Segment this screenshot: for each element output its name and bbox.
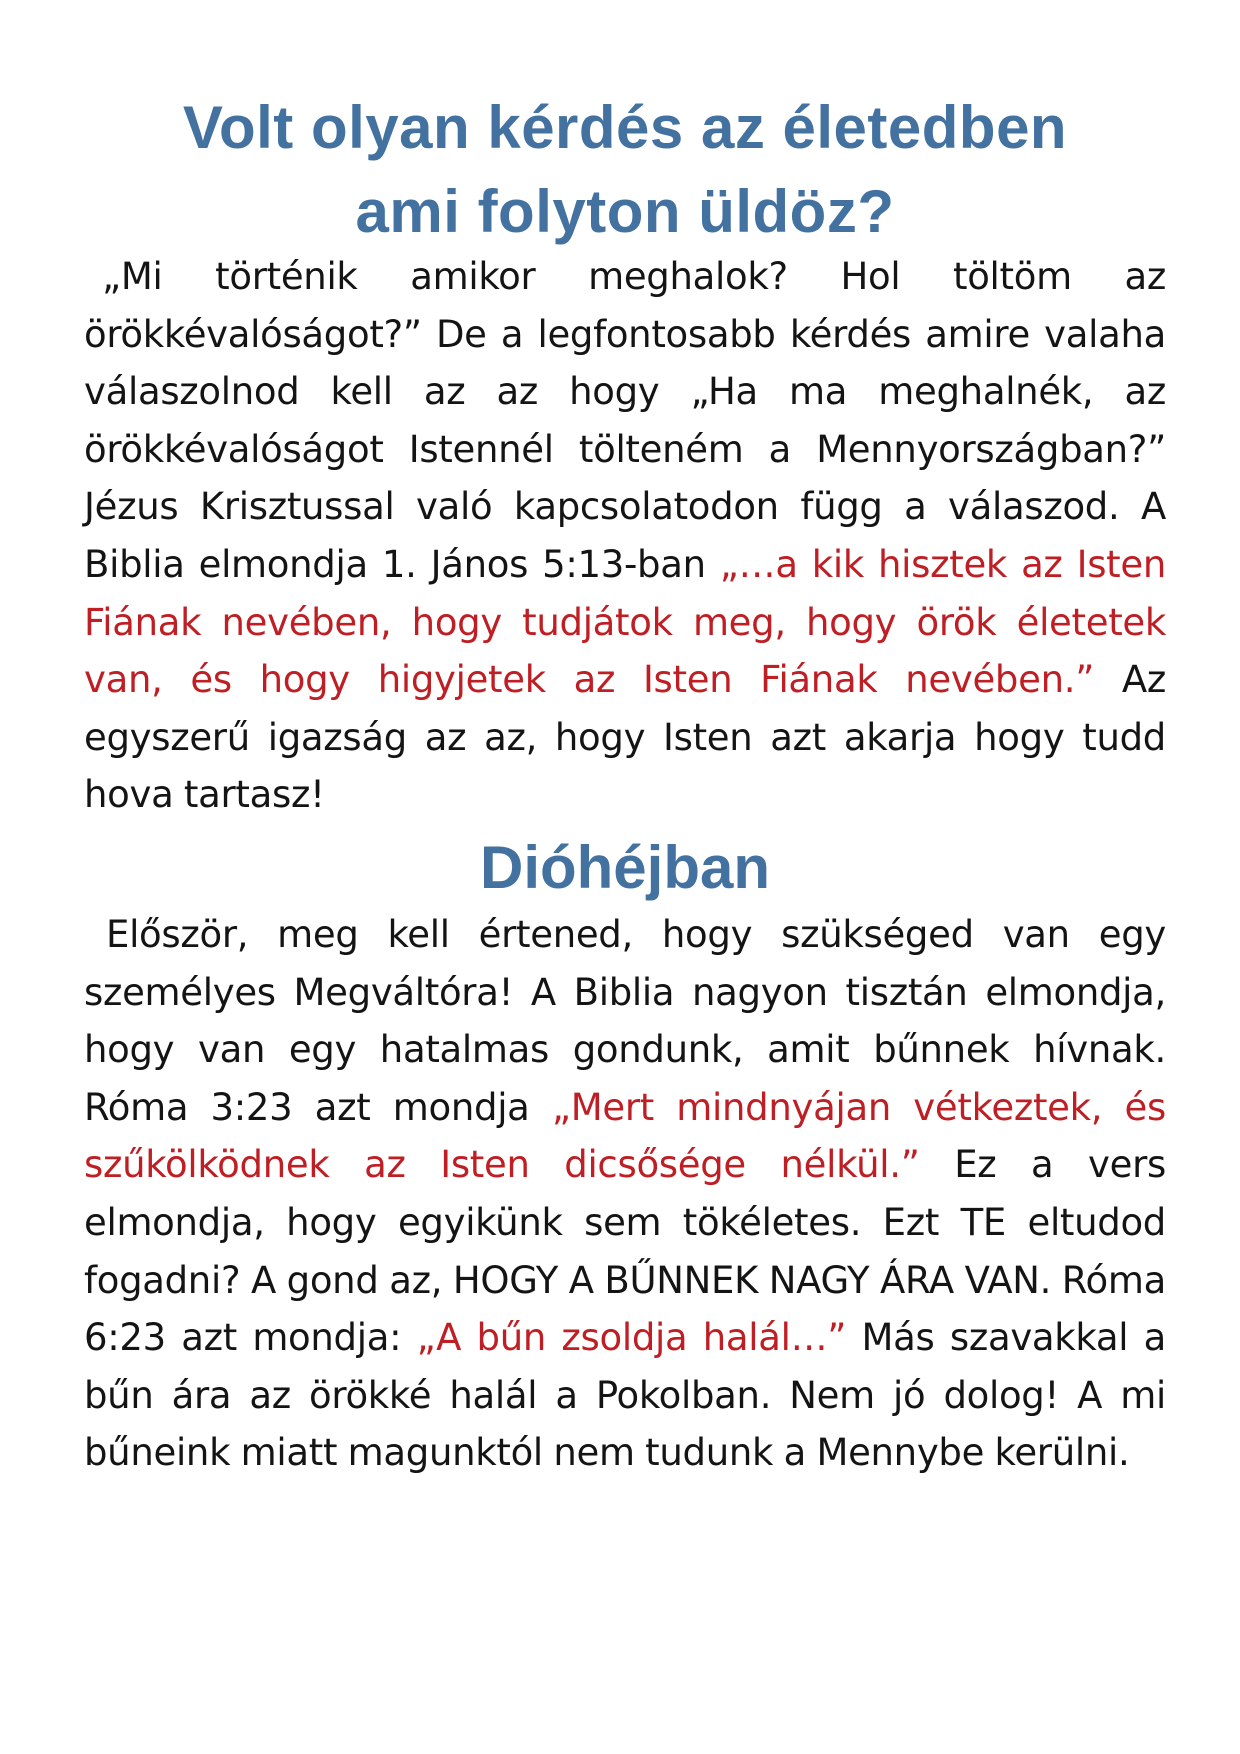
title-line-2: ami folyton üldöz? xyxy=(355,178,895,245)
page-title xyxy=(84,86,1166,254)
scripture-quote-john: „…a kik hisztek az Isten Fiának nevében, hogy tudjátok meg, hogy örök életetek van, és hogy higyjetek az Isten Fiának nevében.” xyxy=(84,542,1167,702)
section-heading: Dióhéjban xyxy=(479,833,770,901)
nutshell-text-3: Más szavakkal a bűn ára az örökké halál a Pokolban. Nem jó dolog! A mi bűneink miatt magunktól nem tudunk a Mennybe kerülni. xyxy=(84,1316,1166,1475)
scripture-quote-romans-6-23: „A bűn zsoldja halál…” xyxy=(416,1316,847,1360)
nutshell-text-1: Először, meg kell értened, hogy szükséged van egy személyes Megváltóra! A Biblia nagyon tisztán elmondja, hogy van egy hatalmas gondunk, amit bűnnek hívnak. Róma 3:23 azt mondja xyxy=(84,912,1166,1129)
intro-paragraph xyxy=(84,248,1166,824)
nutshell-paragraph xyxy=(84,906,1166,1482)
scripture-quote-romans-3-23: „Mert mindnyájan vétkeztek, és szűkölködnek az Isten dicsősége nélkül.” xyxy=(84,1085,1166,1187)
tract-page xyxy=(84,86,1166,1482)
intro-text: „Mi történik amikor meghalok? Hol töltöm az örökkévalóságot?” De a legfontosabb kérdés amire valaha válaszolnod kell az az hogy „Ha ma meghalnék, az örökkévalóságot Istennél tölteném a Mennyországban?” Jézus Krisztussal való kapcsolatodon függ a válaszod. A Biblia elmondja 1. János 5:13-ban xyxy=(84,255,1166,586)
intro-conclusion-text: Az egyszerű igazság az az, hogy Isten azt akarja hogy tudd hova tartasz! xyxy=(84,658,1166,817)
title-line-1: Volt olyan kérdés az életedben xyxy=(182,94,1068,161)
nutshell-text-2: Ez a vers elmondja, hogy egyikünk sem tökéletes. Ezt TE eltudod fogadni? A gond az, HOGY A BŰNNEK NAGY ÁRA VAN. Róma 6:23 azt mondja: xyxy=(84,1143,1166,1360)
